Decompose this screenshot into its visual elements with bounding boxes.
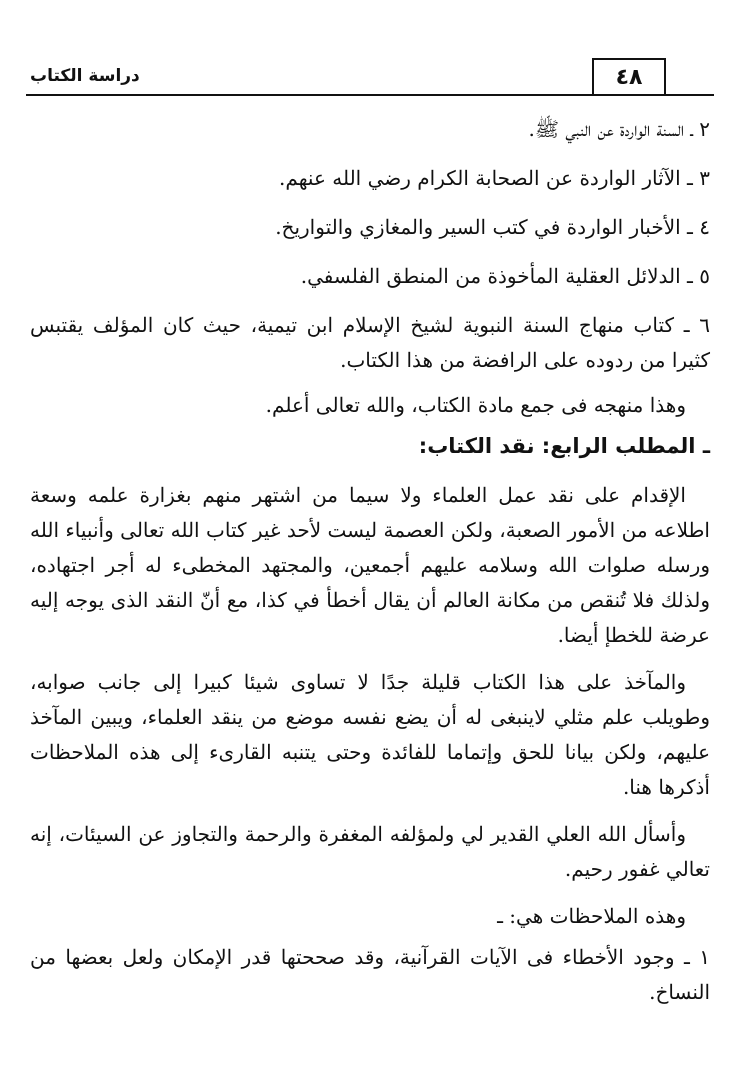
paragraph: الإقدام على نقد عمل العلماء ولا سيما من اشتهر منهم بغزارة علمه وسعة اطلاعه من الأمور الصعبة، ولكن العصمة ليست لأحد غير كتاب الله تعالى وأنبياء الله ورسله صلوات الله وسلامه عليهم أجمعين، والمجتهد المخطىء له أجر اجتهاده، ولذلك فلا تُنقص من مكانة العالم أن يقال أخطأ في كذا، مع أنّ النقد الذى يوجه إليه عرضة للخطإ أيضا. (30, 483, 710, 647)
list-item: ٢ ـ السنة الواردة عن النبي ﷺ. (528, 117, 710, 141)
page-number: ٤٨ (592, 58, 666, 94)
paragraph: والمآخذ على هذا الكتاب قليلة جدًا لا تساوى شيئا كبيرا إلى جانب صوابه، وطويلب علم مثلي لاينبغى له أن يضع نفسه موضع من ينقد العلماء، ويبين المآخذ عليهم، ولكن بيانا للحق وإتماما للفائدة وحتى يتنبه القارىء إلى هذه الملاحظات أذكرها هنا. (30, 670, 710, 799)
list-item: ١ ـ وجود الأخطاء فى الآيات القرآنية، وقد صححتها قدر الإمكان ولعل بعضها من النساخ. (30, 945, 710, 1004)
method-line: وهذا منهجه فى جمع مادة الكتاب، والله تعالى أعلم. (265, 393, 686, 417)
page-header (26, 52, 714, 96)
section-heading: ـ المطلب الرابع: نقد الكتاب: (418, 434, 710, 458)
list-item: ٥ ـ الدلائل العقلية المأخوذة من المنطق الفلسفي. (300, 264, 710, 288)
page-body (30, 112, 710, 1020)
paragraph: وأسأل الله العلي القدير لي ولمؤلفه المغفرة والرحمة والتجاوز عن السيئات، إنه تعالي غفور رحيم. (30, 822, 710, 881)
notes-intro: وهذه الملاحظات هي: ـ (497, 904, 686, 928)
list-item: ٤ ـ الأخبار الواردة في كتب السير والمغازي والتواريخ. (275, 215, 710, 239)
list-item: ٦ ـ كتاب منهاج السنة النبوية لشيخ الإسلام ابن تيمية، حيث كان المؤلف يقتبس كثيرا من ردوده على الرافضة من هذا الكتاب. (30, 313, 710, 372)
running-title: دراسة الكتاب (30, 66, 140, 86)
list-item: ٣ ـ الآثار الواردة عن الصحابة الكرام رضي الله عنهم. (279, 166, 710, 190)
